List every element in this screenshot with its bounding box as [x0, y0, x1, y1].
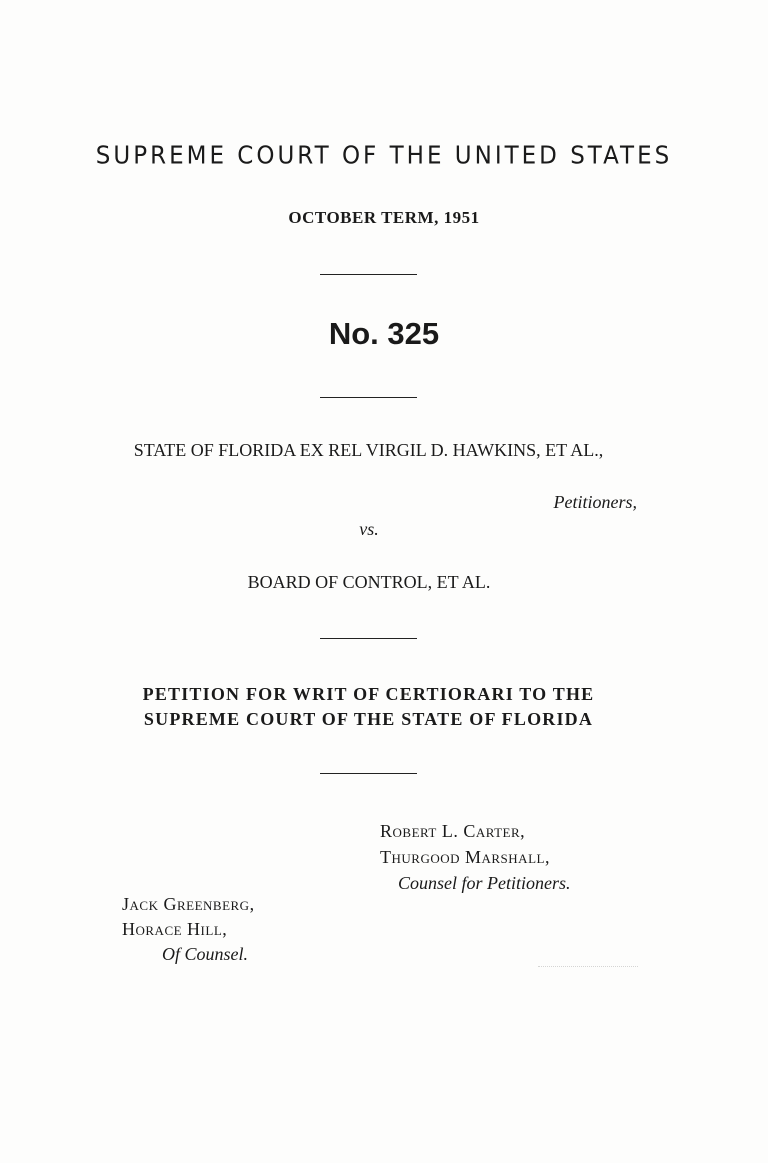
respondent-party: BOARD OF CONTROL, ET AL. — [247, 572, 491, 592]
divider-rule — [320, 397, 417, 398]
counsel-role: Counsel for Petitioners. — [398, 873, 571, 893]
versus-label: vs. — [359, 519, 379, 539]
case-number: No. 325 — [328, 316, 440, 351]
court-name: SUPREME COURT OF THE UNITED STATES — [95, 141, 673, 171]
counsel-block — [380, 818, 571, 896]
divider-rule — [320, 638, 417, 639]
of-counsel-block — [122, 892, 255, 967]
scan-specks — [538, 966, 638, 971]
of-counsel-name: Jack Greenberg, — [122, 894, 255, 914]
divider-rule — [320, 773, 417, 774]
of-counsel-role: Of Counsel. — [162, 944, 249, 964]
document-title: PETITION FOR WRIT OF CERTIORARI TO THE SUPREME COURT OF THE STATE OF FLORIDA — [142, 684, 595, 729]
counsel-name: Thurgood Marshall, — [380, 847, 550, 867]
of-counsel-name: Horace Hill, — [122, 919, 228, 939]
divider-rule — [320, 274, 417, 275]
petitioner-party: STATE OF FLORIDA EX REL VIRGIL D. HAWKINS, ET AL., — [133, 440, 604, 460]
counsel-name: Robert L. Carter, — [380, 821, 526, 841]
court-term: OCTOBER TERM, 1951 — [288, 208, 480, 227]
petitioner-role: Petitioners, — [553, 492, 637, 512]
